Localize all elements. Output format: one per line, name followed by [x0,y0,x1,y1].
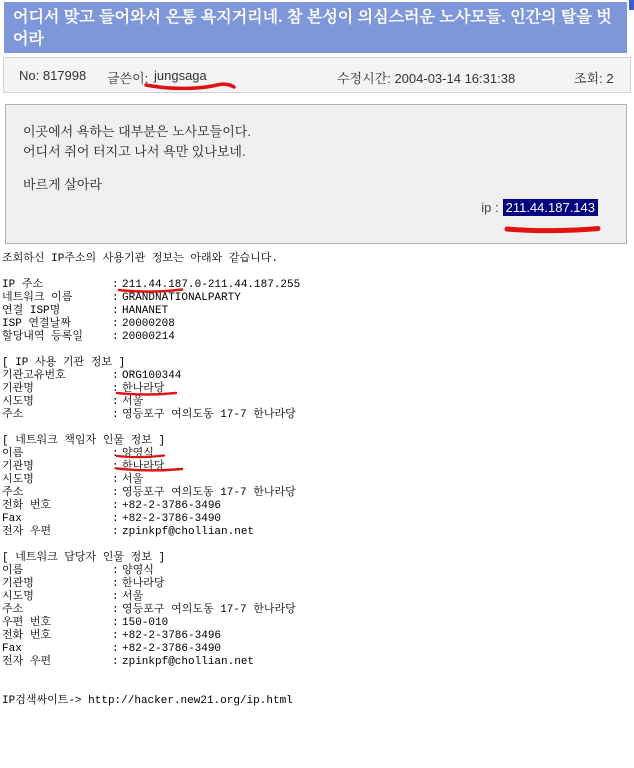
whois-field-label: 주소 [2,487,24,499]
whois-field-label: 기관명 [2,461,34,473]
whois-section-header: [ 네트워크 책임자 인물 정보 ] [2,435,166,447]
whois-row [2,370,632,383]
whois-colon: : [112,643,119,655]
whois-colon: : [112,578,119,590]
whois-blank-row [2,344,632,357]
whois-row [2,591,632,604]
whois-field-label: 연결 ISP명 [2,305,61,317]
whois-field-value: 양영식 [122,448,154,460]
whois-colon: : [112,292,119,304]
whois-row [2,500,632,513]
whois-row [2,461,632,474]
whois-field-label: Fax [2,643,22,655]
post-number: No: 817998 [19,68,87,83]
whois-row [2,630,632,643]
whois-row [2,396,632,409]
whois-colon: : [112,370,119,382]
whois-field-value: HANANET [122,305,169,317]
whois-field-value: 영등포구 여의도동 17-7 한나라당 [122,409,296,421]
whois-colon: : [112,591,119,603]
whois-colon: : [112,487,119,499]
whois-field-value: 한나라당 [122,578,165,590]
post-body-box [5,104,627,244]
whois-colon: : [112,279,119,291]
whois-field-label: 네트워크 이름 [2,292,73,304]
whois-field-label: 할당내역 등록일 [2,331,83,343]
whois-row [2,565,632,578]
whois-field-value: 영등포구 여의도동 17-7 한나라당 [122,604,296,616]
whois-field-value: 서울 [122,591,144,603]
whois-field-label: 주소 [2,409,24,421]
whois-colon: : [112,409,119,421]
whois-row [2,604,632,617]
ip-label: ip : [481,200,499,215]
whois-section-header: [ IP 사용 기관 정보 ] [2,357,126,369]
whois-colon: : [112,305,119,317]
whois-section-header: [ 네트워크 담당자 인물 정보 ] [2,552,166,564]
whois-row [2,526,632,539]
whois-blank-row [2,422,632,435]
whois-field-label: 기관명 [2,383,34,395]
whois-colon: : [112,318,119,330]
whois-row [2,656,632,669]
whois-blank-row [2,669,632,682]
whois-row [2,279,632,292]
whois-field-label: 기관고유번호 [2,370,66,382]
whois-field-value: 211.44.187.0-211.44.187.255 [122,279,301,291]
whois-field-value: +82-2-3786-3496 [122,630,222,642]
whois-blank-row [2,266,632,279]
whois-intro: 조회하신 IP주소의 사용기관 정보는 아래와 같습니다. [2,253,278,265]
whois-colon: : [112,396,119,408]
whois-row [2,292,632,305]
whois-field-label: 시도명 [2,591,34,603]
whois-field-value: 20000214 [122,331,175,343]
whois-field-label: Fax [2,513,22,525]
whois-field-value: 한나라당 [122,383,165,395]
whois-field-label: 전화 번호 [2,630,52,642]
whois-row [2,578,632,591]
whois-colon: : [112,630,119,642]
whois-field-value: 서울 [122,396,144,408]
whois-colon: : [112,448,119,460]
whois-colon: : [112,461,119,473]
view-count: 조회: 2 [574,71,614,86]
post-body-line: 어디서 쥐어 터지고 나서 욕만 있나보네. [23,144,246,159]
whois-colon: : [112,565,119,577]
poster-ip-highlighted: 211.44.187.143 [503,199,598,216]
whois-row [2,487,632,500]
whois-row [2,643,632,656]
whois-field-label: ISP 연결날짜 [2,318,71,330]
whois-field-value: 150-010 [122,617,169,629]
whois-field-value: 양영식 [122,565,154,577]
whois-field-label: 전자 우편 [2,526,52,538]
whois-field-value: +82-2-3786-3496 [122,500,222,512]
cropped-ui-fragment [629,0,634,10]
whois-colon: : [112,526,119,538]
whois-field-value: zpinkpf@chollian.net [122,526,255,538]
whois-blank-row [2,539,632,552]
whois-colon: : [112,513,119,525]
whois-row [2,409,632,422]
whois-row [2,318,632,331]
whois-field-value: 한나라당 [122,461,165,473]
whois-field-label: 전화 번호 [2,500,52,512]
whois-field-label: 주소 [2,604,24,616]
whois-field-value: 20000208 [122,318,175,330]
whois-footer-url: IP검색싸이트-> http://hacker.new21.org/ip.html [2,695,293,707]
whois-field-label: IP 주소 [2,279,44,291]
whois-field-value: GRANDNATIONALPARTY [122,292,241,304]
whois-row [2,383,632,396]
whois-field-value: ORG100344 [122,370,182,382]
whois-result-block [2,253,632,708]
whois-field-label: 시도명 [2,396,34,408]
whois-field-label: 기관명 [2,578,34,590]
post-body-line: 이곳에서 욕하는 대부분은 노사모들이다. [23,124,251,139]
whois-field-value: +82-2-3786-3490 [122,643,222,655]
whois-field-value: zpinkpf@chollian.net [122,656,255,668]
post-title: 어디서 맞고 들어와서 온통 욕지거리네. 참 본성이 의심스러운 노사모들. 인간의 탈을 벗어라 [13,9,612,48]
whois-blank-row [2,682,632,695]
whois-field-label: 이름 [2,448,24,460]
whois-field-value: 영등포구 여의도동 17-7 한나라당 [122,487,296,499]
whois-colon: : [112,474,119,486]
whois-colon: : [112,331,119,343]
whois-field-value: +82-2-3786-3490 [122,513,222,525]
whois-row [2,331,632,344]
whois-field-label: 전자 우편 [2,656,52,668]
modified-time: 수정시간: 2004-03-14 16:31:38 [337,71,516,86]
author-label: 글쓴이: [107,71,149,86]
post-info-bar [3,57,631,93]
whois-field-label: 시도명 [2,474,34,486]
whois-field-label: 우편 번호 [2,617,52,629]
post-title-bar [4,2,627,53]
whois-field-label: 이름 [2,565,24,577]
whois-colon: : [112,604,119,616]
whois-colon: : [112,656,119,668]
poster-ip-row [481,200,598,215]
whois-row [2,617,632,630]
whois-colon: : [112,617,119,629]
post-body-signoff: 바르게 살아라 [23,177,102,192]
whois-row [2,513,632,526]
whois-colon: : [112,383,119,395]
author-name: jungsaga [154,68,207,83]
whois-row [2,448,632,461]
whois-row [2,474,632,487]
whois-field-value: 서울 [122,474,144,486]
whois-row [2,305,632,318]
whois-colon: : [112,500,119,512]
